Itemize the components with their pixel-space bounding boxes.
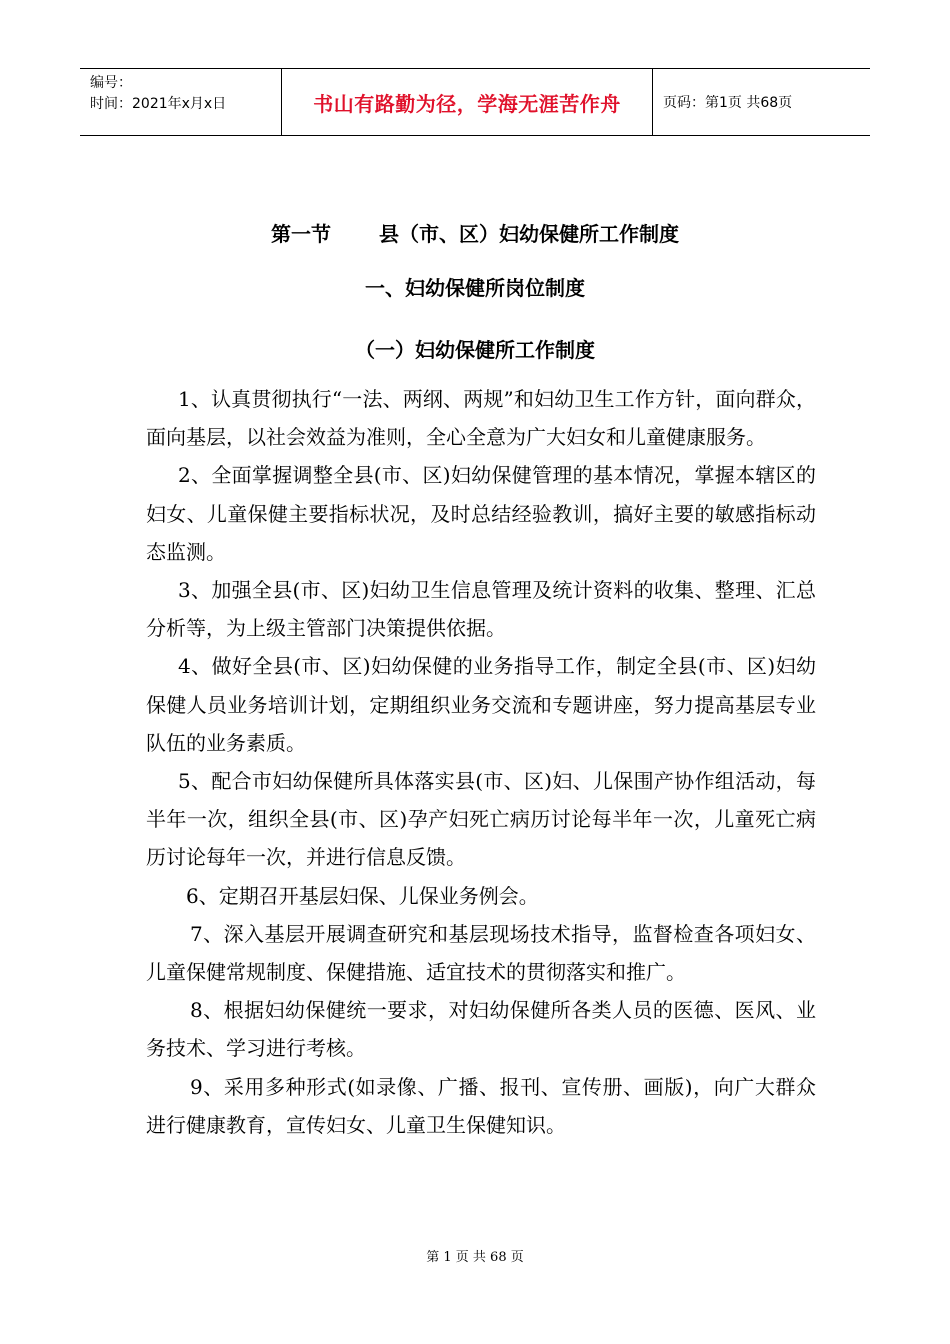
- page-header: [80, 68, 870, 136]
- paragraph: 5、配合市妇幼保健所具体落实县(市、区)妇、儿保围产协作组活动，每半年一次，组织全县(市、区)孕产妇死亡病历讨论每半年一次，儿童死亡病历讨论每年一次，并进行信息反馈。: [146, 769, 816, 870]
- section-number: 第一节: [271, 222, 331, 246]
- header-page-info: 页码：第1页 共68页: [663, 95, 793, 111]
- document-body: [146, 380, 816, 1144]
- chapter-subtitle: 一、妇幼保健所岗位制度: [365, 276, 585, 300]
- paragraph: 9、采用多种形式(如录像、广播、报刊、宣传册、画版)，向广大群众进行健康教育，宣传妇女、儿童卫生保健知识。: [146, 1074, 816, 1137]
- paragraph: 7、深入基层开展调查研究和基层现场技术指导，监督检查各项妇女、儿童保健常规制度、保健措施、适宜技术的贯彻落实和推广。: [146, 921, 816, 985]
- paragraph: 4、做好全县(市、区)妇幼保健的业务指导工作，制定全县(市、区)妇幼保健人员业务培训计划，定期组织业务交流和专题讲座，努力提高基层专业队伍的业务素质。: [146, 654, 816, 755]
- page-footer: 第 1 页 共 68 页: [426, 1250, 524, 1265]
- chapter-subsubtitle: （一）妇幼保健所工作制度: [355, 338, 595, 362]
- paragraph: 2、全面掌握调整全县(市、区)妇幼保健管理的基本情况，掌握本辖区的妇女、儿童保健主要指标状况，及时总结经验教训，搞好主要的敏感指标动态监测。: [146, 463, 816, 564]
- section-title: [0, 218, 950, 247]
- header-motto: 书山有路勤为径，学海无涯苦作舟: [281, 69, 653, 135]
- document-number-label: 编号：: [90, 75, 132, 91]
- paragraph: 1、认真贯彻执行“一法、两纲、两规”和妇幼卫生工作方针，面向群众，面向基层，以社会效益为准则，全心全意为广大妇女和儿童健康服务。: [146, 387, 816, 450]
- section-name: 县（市、区）妇幼保健所工作制度: [379, 222, 679, 246]
- header-meta: [80, 69, 281, 135]
- paragraph: 8、根据妇幼保健统一要求，对妇幼保健所各类人员的医德、医风、业务技术、学习进行考核。: [146, 998, 816, 1061]
- paragraph: 6、定期召开基层妇保、儿保业务例会。: [186, 883, 539, 908]
- paragraph: 3、加强全县(市、区)妇幼卫生信息管理及统计资料的收集、整理、汇总分析等，为上级主管部门决策提供依据。: [146, 578, 816, 641]
- document-time-label: 时间：2021年x月x日: [90, 96, 227, 112]
